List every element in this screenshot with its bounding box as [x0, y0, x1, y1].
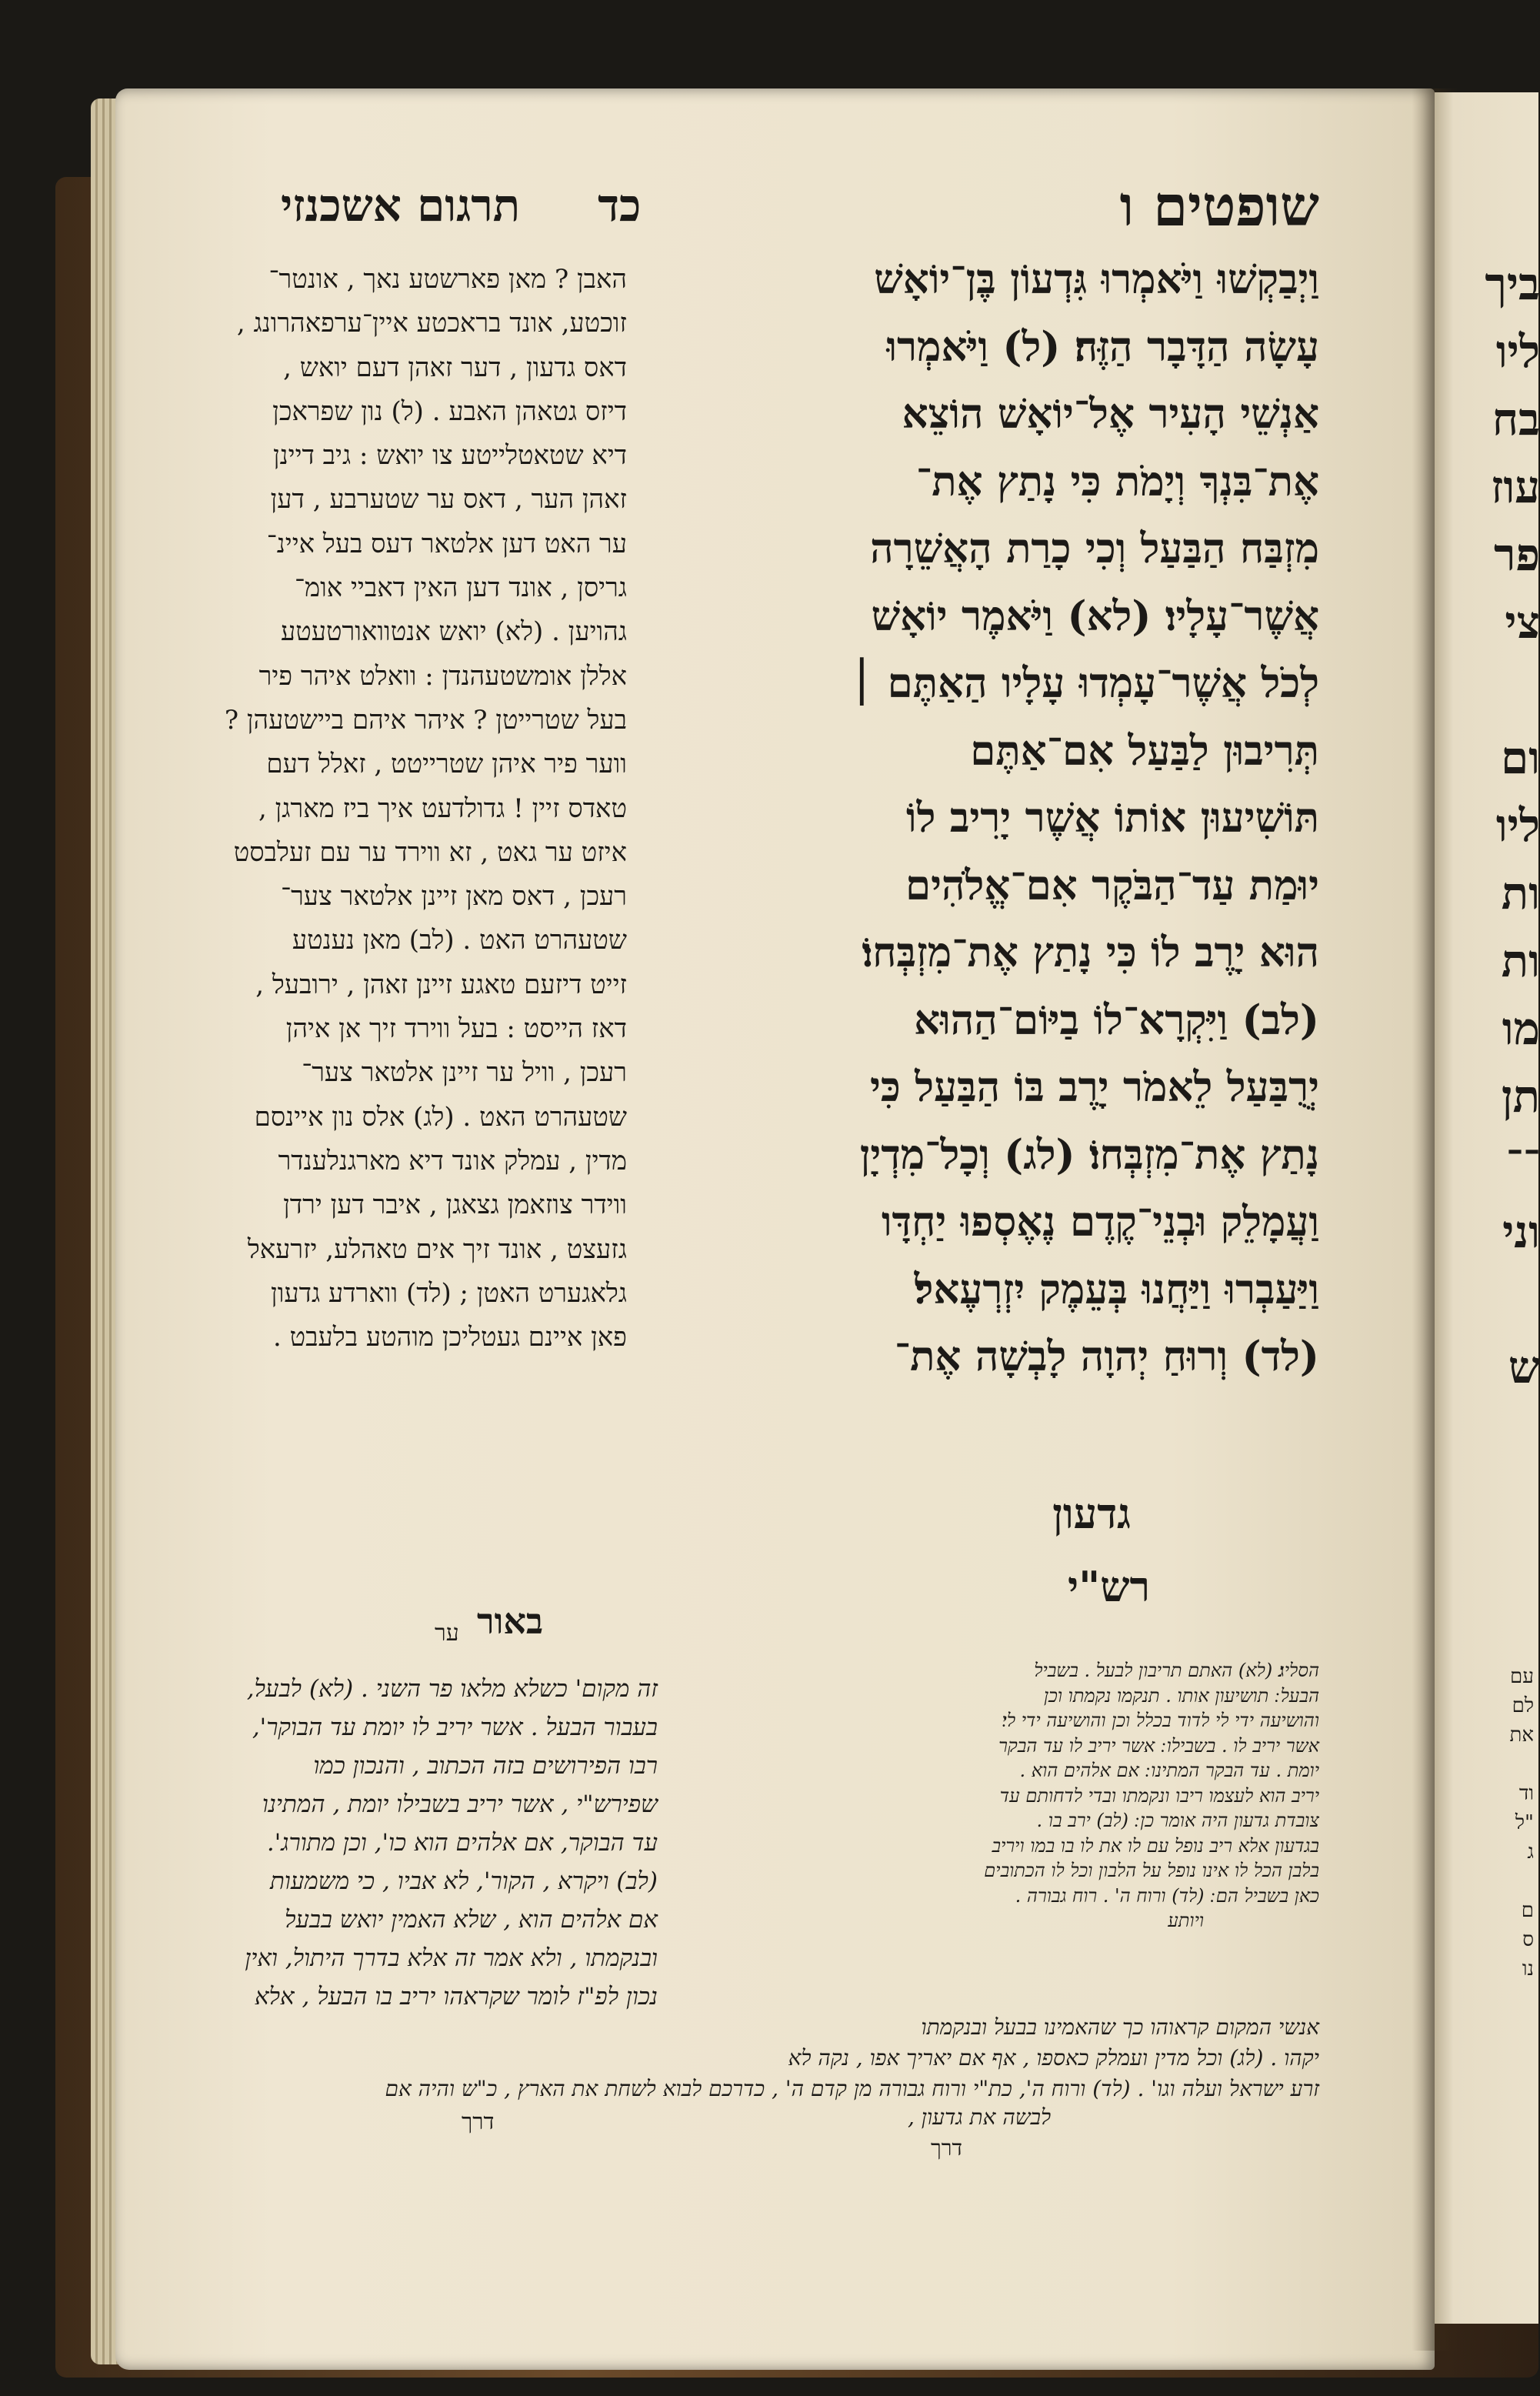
bible-line: אֲשֶׁר־עָלָיו׃ (לא) וַיֹּאמֶר יוֹאָשׁ [871, 592, 1319, 640]
adjacent-line: ום [1500, 732, 1540, 784]
bottom-commentary [385, 2012, 1319, 2104]
translation-line: זאהן הער , דאס ער שטערבע , דען [270, 484, 627, 516]
bible-line: (לד) וְרוּחַ יְהוָה לָבְשָׁה אֶת־ [894, 1333, 1319, 1380]
bible-line: תְּרִיבוּן לַבַּעַל אִם־אַתֶּם [970, 726, 1319, 775]
biur-title: באור [477, 1600, 544, 1642]
bible-line: הוּא יָרֶב לוֹ כִּי נָתַץ אֶת־מִזְבְּחוֹ׃ [862, 929, 1319, 976]
translation-line: האבן ? מאן פארשטע נאך , אונטר־ [268, 264, 627, 295]
translation-line: דאס גדעון , דער זאהן דעם יואש , [283, 352, 627, 383]
rashi-commentary [765, 1658, 1319, 1934]
book-page [115, 88, 1435, 2370]
rashi-line: והושיעה ידי לי לדוד בכלל וכן והושיעה ידי לי׃ [1002, 1710, 1319, 1731]
adjacent-line: תן [1501, 1070, 1540, 1123]
translation-line: שטעהרט האט . (לב) מאן נענטע [292, 925, 627, 956]
page-number: כד [598, 179, 642, 232]
adjacent-line: ש [1508, 1341, 1540, 1393]
adjacent-line: ביך [1485, 258, 1540, 310]
biur-catchword: דרך [462, 2108, 495, 2134]
biur-line: אם אלהים הוא , שלא האמין יואש בבעל [285, 1906, 658, 1934]
rashi-line: בלבן הכל לו אינו נופל על הלבון וכל לו הכתובים [984, 1860, 1319, 1881]
biur-line: שפירש"י , אשר יריב בשבילו יומת , המתינו [262, 1790, 658, 1818]
adjacent-line: פר [1493, 529, 1540, 581]
rashi-line: יריב הוא לעצמו ריבו ונקמתו ובדי לדחותם עד [999, 1784, 1319, 1807]
translation-line: אללן אומשטעהנדן : וואלט איהר פיר [258, 660, 627, 692]
adjacent-small-line: ם [1521, 1899, 1534, 1922]
translation-line: גזעצט , אונד זיך אים טאהלע, יזרעאל [247, 1233, 627, 1265]
adjacent-small-line: נו [1522, 1957, 1534, 1981]
translation-line: רעכן , וויל ער זיינן אלטאר צער־ [302, 1057, 627, 1089]
translation-title-header [281, 179, 641, 232]
adjacent-small-line: את [1509, 1724, 1534, 1747]
translation-line: גלאגערט האטן ; (לד) ווארדע גדעון [271, 1277, 627, 1309]
translation-line: רעכן , דאס מאן זיינן אלטאר צער־ [281, 881, 627, 913]
translation-line: טאדס זיין ! גדולדעט איך ביז מארגן , [258, 793, 627, 824]
translation-line: דאז הייסט : בעל ווירד זיך אן איהן [285, 1013, 627, 1045]
adjacent-line: צי [1505, 596, 1540, 649]
translation-line: ווער פיר איהן שטרייטט , זאלל דעם [266, 749, 627, 780]
bottom-line: יקהו . (לג) וכל מדין ועמלק כאספו , אף אם יאריך אפו , נקה לא [788, 2045, 1319, 2071]
adjacent-line: ות [1501, 867, 1540, 919]
rashi-line: הבעל ׃ תושיעון אותו . תנקמו נקמתו וכן [1044, 1684, 1319, 1707]
rashi-line: צובדת גדעון היה אומר כן ׃ (לב) ירב בו . [1036, 1810, 1319, 1831]
rashi-line: בגדעון אלא ריב נופל עם לו את לו בו במו ויריב [992, 1834, 1319, 1857]
adjacent-page [1435, 92, 1538, 2324]
adjacent-small-line: ג [1527, 1840, 1534, 1864]
catchword: גדעון [1052, 1489, 1131, 1538]
translation-title: תרגום אשכנזי [281, 179, 521, 232]
biur-line: זה מקום' כשלא מלאו פר השני . (לא) לבעל, [246, 1675, 658, 1703]
biur-line: עד הבוקר, אם אלהים הוא כו', וכן מתורג'. [266, 1829, 658, 1857]
bottom-catchword: דרך [931, 2135, 962, 2161]
translation-column [150, 258, 627, 1360]
rashi-line: כאן בשביל הם ׃ (לד) ורוח ה' . רוח גבורה . [1015, 1884, 1319, 1907]
rashi-line: ויותע [1168, 1910, 1204, 1931]
bible-line: אֶת־בִּנְךָ וְיָמֹת כִּי נָתַץ אֶת־ [915, 457, 1319, 506]
adjacent-small-line [1510, 1867, 1534, 1896]
biur-line: רבו הפירושים בזה הכתוב , והנכון כמו [313, 1752, 658, 1780]
bible-line: תּוֹשִׁיעוּן אוֹתוֹ אֲשֶׁר יָרִיב לוֹ [906, 794, 1319, 842]
bible-line: נָתַץ אֶת־מִזְבְּחוֹ׃ (לג) וְכָל־מִדְיָן [859, 1130, 1319, 1179]
adjacent-small-line: לם [1512, 1694, 1534, 1717]
biur-line: בעבור הבעל . אשר יריב לו יומת עד הבוקר', [252, 1714, 658, 1741]
bible-line: יוּמַת עַד־הַבֹּקֶר אִם־אֱלֹהִים [905, 861, 1319, 909]
rashi-line: אשר יריב לו . בשבילו ׃ אשר יריב לו עד הבקר [998, 1734, 1319, 1757]
rashi-title: רש"י [1067, 1562, 1150, 1611]
rashi-line: יומת . עד הבקר המתינו ׃ אם אלהים הוא . [1019, 1760, 1319, 1781]
adjacent-line: ־־ [1505, 1138, 1540, 1190]
biur-line: נכון לפ"ז לומר שקראהו יריב בו הבעל , אלא [254, 1983, 658, 2011]
translation-line: דיא שטאטלייטע צו יואש : גיב דיינן [272, 440, 627, 472]
rashi-line: הסליג׃ (לא) האתם תריבון לבעל . בשביל [1034, 1660, 1319, 1681]
adjacent-small-line [1510, 1750, 1534, 1779]
translation-line: שטעהרט האט . (לג) אלס נון איינסם [254, 1101, 627, 1133]
adjacent-small-line: וד [1518, 1782, 1534, 1805]
translation-line: דיזס גטאהן האבע . (ל) נון שפראכן [272, 395, 627, 427]
bible-line: וַיַּעַבְרוּ וַיַּחֲנוּ בְּעֵמֶק יִזְרְעֶאל׃ [914, 1265, 1319, 1313]
bottom-line-tail: לבשה את גדעון , [908, 2104, 1052, 2130]
adjacent-page-commentary [1510, 1662, 1534, 1984]
biur-commentary [150, 1670, 658, 2016]
bottom-line: אנשי המקום קראוהו כך שהאמינו בבעל ובנקמתו [921, 2014, 1319, 2040]
adjacent-line: ות [1501, 935, 1540, 987]
translation-line: ער האט דען אלטאר דעס בעל איינ־ [266, 528, 627, 559]
book-title: שופטים ו [1119, 173, 1319, 239]
translation-line: גריסן , אונד דען האין דאביי אומ־ [294, 572, 627, 604]
adjacent-line: בח [1492, 393, 1540, 445]
adjacent-line: מו [1502, 1003, 1540, 1055]
translation-line: פאן איינם געטליכן מוהטע בלעבט . [273, 1322, 627, 1353]
biur-line: ובנקמתו , ולא אמר זה אלא בדרך היתול, ואין [245, 1944, 658, 1972]
translation-line: גהויען . (לא) יואש אנטוואורטעטע [280, 616, 627, 648]
translation-line: איזט ער גאט , זא ווירד ער עם זעלבסט [233, 836, 627, 868]
bible-line: מִזְבַּח הַבַּעַל וְכִי כָרַת הָאֲשֵׁרָה [870, 525, 1319, 572]
translation-catchword: ער [435, 1620, 459, 1647]
bible-line: לְכֹל אֲשֶׁר־עָמְדוּ עָלָיו הַאַתֶּם ׀ [850, 659, 1319, 707]
adjacent-line [1485, 1266, 1540, 1333]
adjacent-line: וני [1502, 1206, 1540, 1258]
translation-line: ווידר צוזאמן גצאגן , איבר דען ירדן [283, 1190, 627, 1221]
bible-text-column [704, 246, 1319, 1391]
bottom-line: זרע ישראל ועלה וגו' . (לד) ורוח ה', כת"י ורוח גבורה מן קדם ה' , כדרכם לבוא לשחת את הארץ , כ"ש והיה אם [385, 2076, 1319, 2101]
bible-line: עָשָׂה הַדָּבָר הַזֶּה׃ (ל) וַיֹּאמְרוּ [886, 322, 1319, 371]
adjacent-line: ליו [1495, 325, 1540, 378]
adjacent-small-line: "ל [1515, 1811, 1534, 1834]
translation-line: זוכטע, אונד בראכטע איין־ערפאהרונג , [236, 308, 627, 339]
bible-line: יְרֻבַּעַל לֵאמֹר יָרֶב בּוֹ הַבַּעַל כִּי [870, 1063, 1319, 1111]
adjacent-small-line: ס [1522, 1928, 1534, 1951]
adjacent-page-text [1485, 250, 1540, 1401]
bible-line: וַיְבַקְשׁוּ וַיֹּאמְרוּ גִּדְעוֹן בֶּן־יוֹאָשׁ [874, 255, 1319, 303]
translation-line: מדין , עמלק אונד דיא מארגנלענדר [278, 1145, 627, 1176]
translation-line: זייט דיזעם טאגע זיינן זאהן , ירובעל , [255, 969, 627, 1000]
bible-line: אַנְשֵׁי הָעִיר אֶל־יוֹאָשׁ הוֹצֵא [902, 390, 1319, 438]
adjacent-line: עוז [1491, 461, 1540, 513]
adjacent-small-line: עם [1510, 1665, 1534, 1688]
adjacent-line [1485, 656, 1540, 724]
bible-line: וַעֲמָלֵק וּבְנֵי־קֶדֶם נֶאֶסְפוּ יַחְדָּו [881, 1198, 1319, 1246]
translation-line: בעל שטרייטן ? איהר איהם ביישטעהן ? [224, 704, 627, 736]
bible-line: (לב) וַיִּקְרָא־לוֹ בַיּוֹם־הַהוּא [914, 996, 1319, 1044]
biur-line: (לב) ויקרא , הקור', לא אביו , כי משמעות [269, 1867, 658, 1895]
adjacent-line: ליו [1495, 799, 1540, 852]
